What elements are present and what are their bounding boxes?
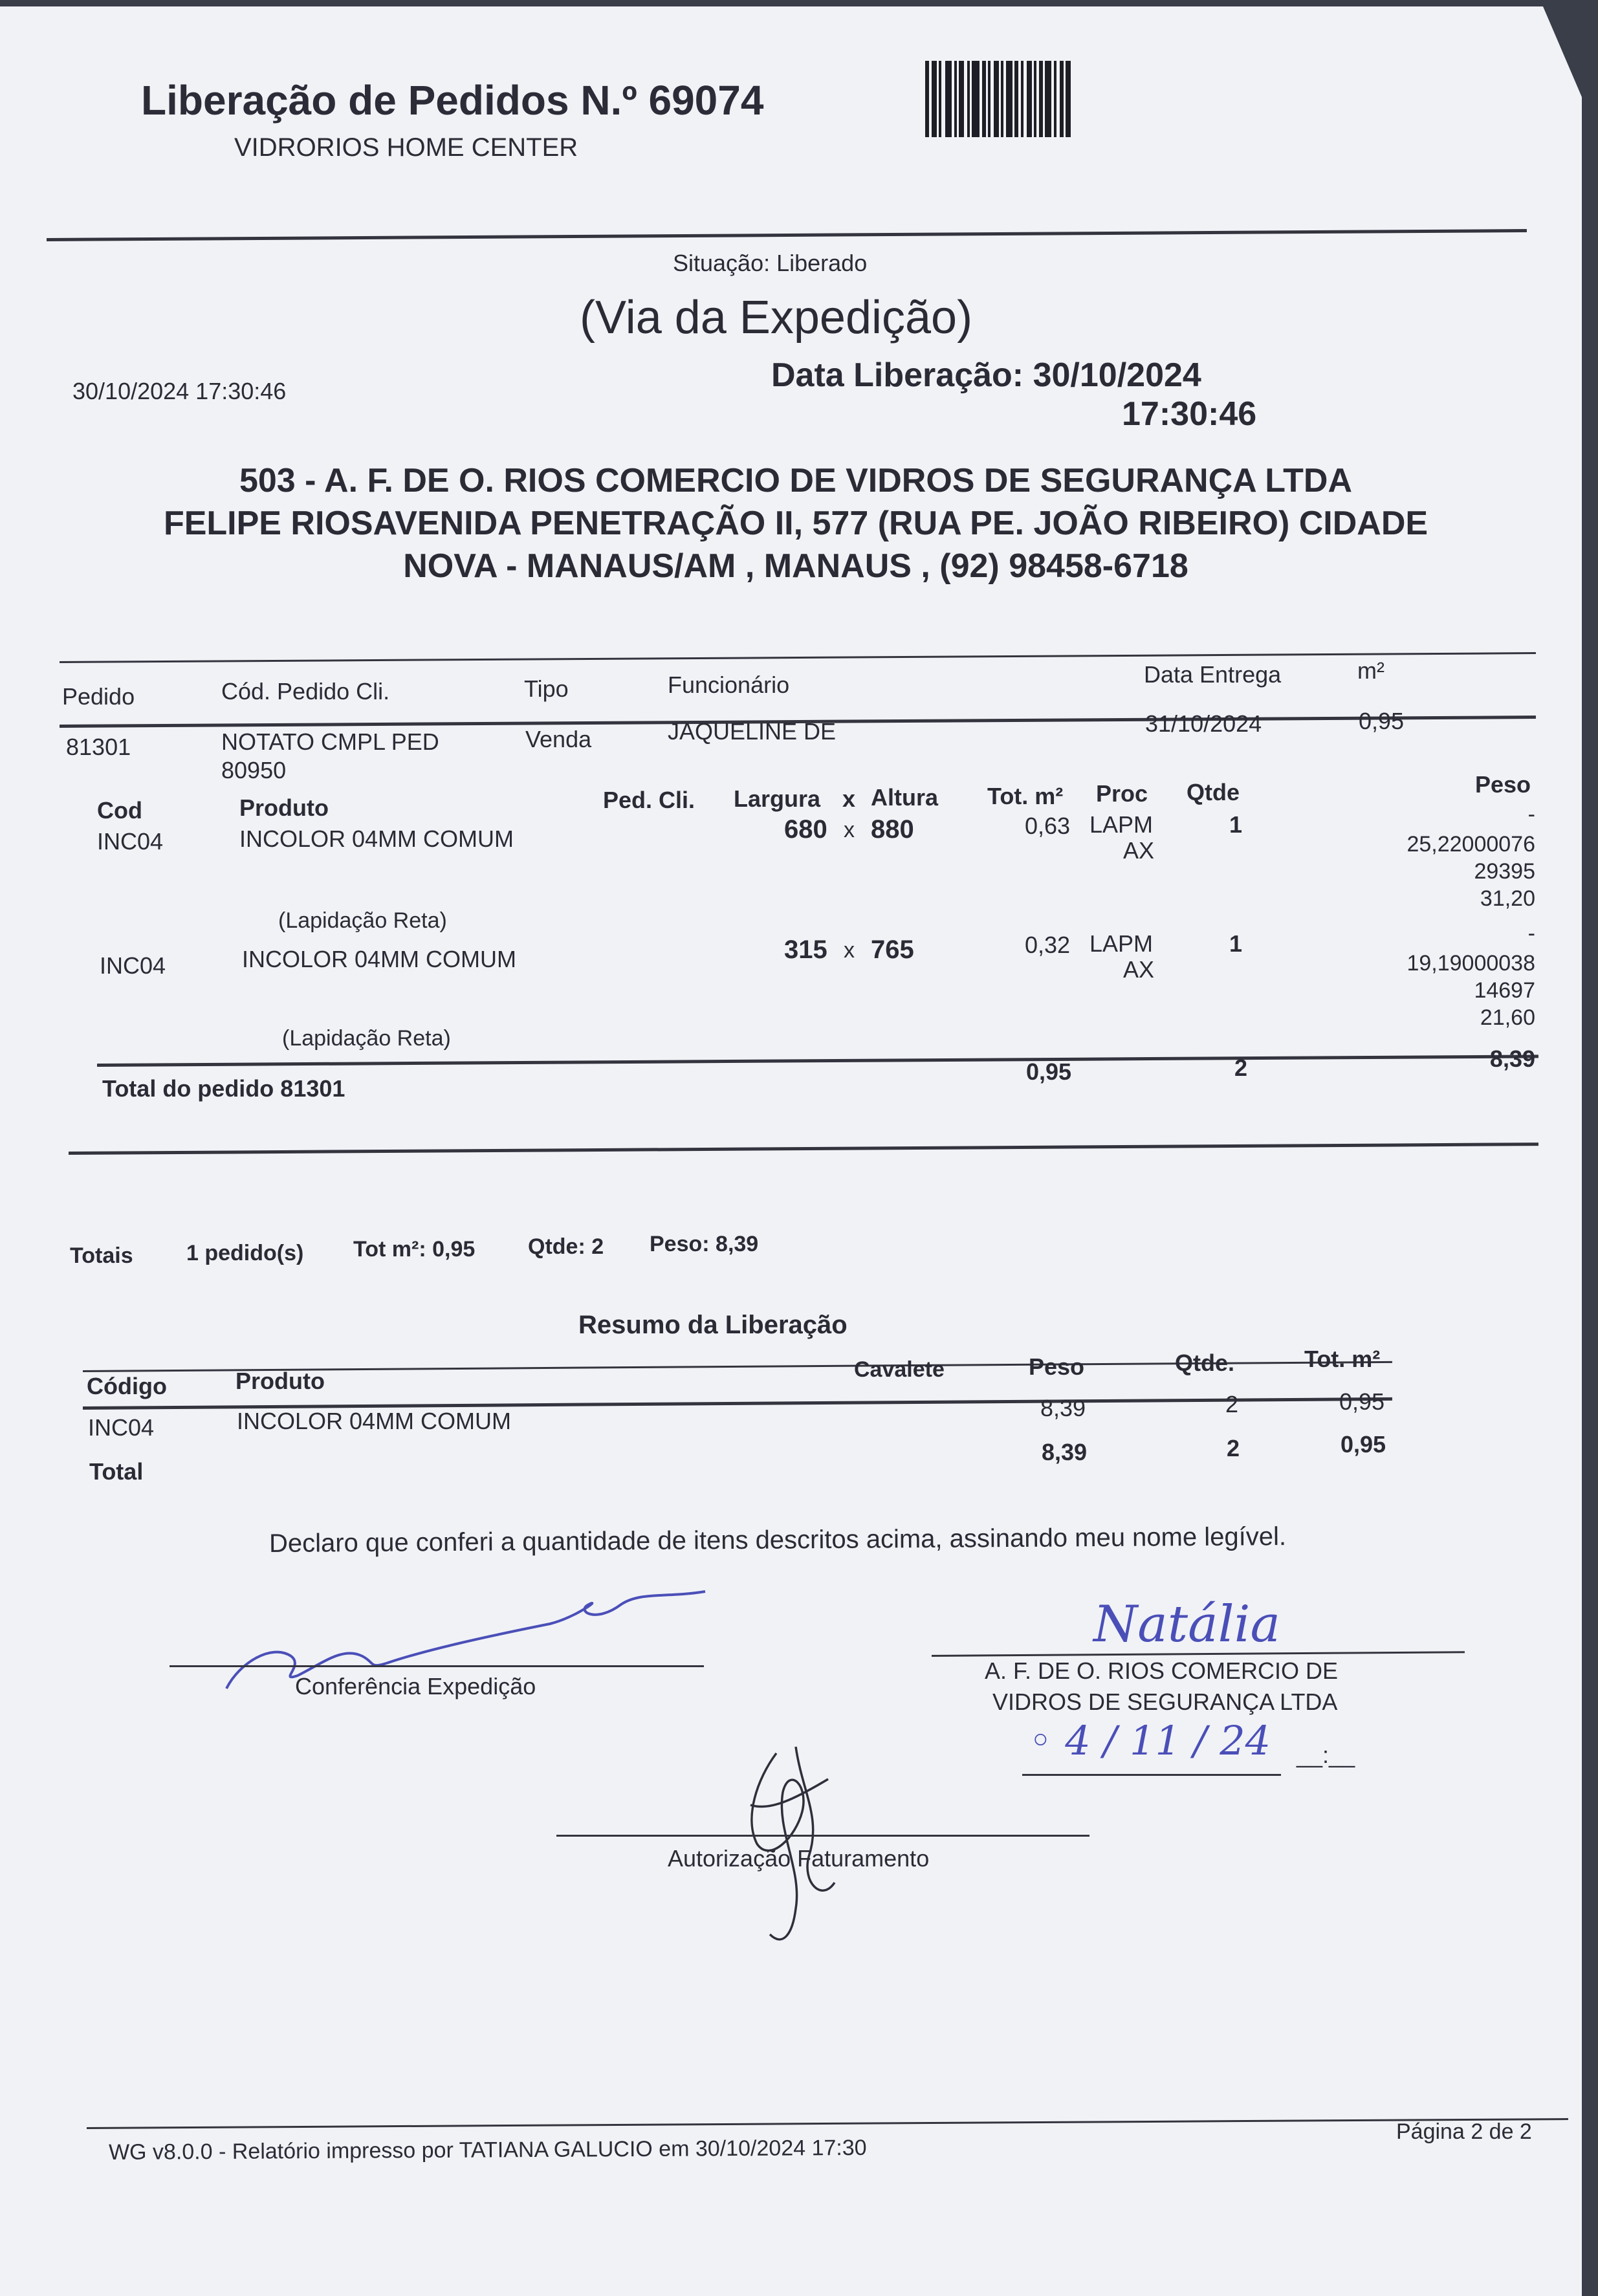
totals-pedidos: 1 pedido(s) [186, 1241, 304, 1265]
order-m2: 0,95 [1359, 708, 1405, 734]
release-time: 17:30:46 [1122, 395, 1257, 433]
item-cod: INC04 [100, 952, 166, 979]
barcode [925, 61, 1185, 137]
order-total-qtde: 2 [1234, 1055, 1248, 1081]
item-tot-m2: 0,63 [1025, 813, 1071, 839]
item-largura: 680 [784, 815, 827, 844]
col-tipo: Tipo [524, 675, 569, 702]
autorizacao-signature-line [556, 1835, 1089, 1837]
item-qtde: 1 [1229, 811, 1243, 838]
summary-row-codigo: INC04 [88, 1414, 155, 1441]
summary-col-produto: Produto [235, 1368, 325, 1394]
item-altura: 880 [871, 815, 914, 844]
col-pedido: Pedido [62, 683, 135, 710]
page-corner-fold [1543, 6, 1582, 97]
order-cod-pedido-cli-2: 80950 [221, 757, 287, 783]
summary-row-peso: 8,39 [1040, 1395, 1086, 1421]
items-col-produto: Produto [239, 794, 329, 821]
item-x: x [844, 938, 855, 963]
footer-page-number: Página 2 de 2 [1396, 2119, 1532, 2144]
item-note: (Lapidação Reta) [278, 908, 447, 933]
item-proc-2: AX [1123, 837, 1155, 864]
report-page [0, 6, 1582, 2296]
item-note: (Lapidação Reta) [282, 1026, 451, 1051]
declaration-text: Declaro que conferi a quantidade de itens descritos acima, assinando meu nome legível. [268, 1522, 1287, 1558]
items-col-cod: Cod [97, 797, 142, 824]
summary-col-peso: Peso [1029, 1353, 1085, 1380]
summary-col-tot-m2: Tot. m² [1304, 1346, 1381, 1372]
conferencia-signature-line [170, 1665, 704, 1667]
summary-col-qtde: Qtde. [1175, 1350, 1235, 1376]
item-produto: INCOLOR 04MM COMUM [242, 946, 517, 972]
order-table-top-rule [60, 652, 1536, 663]
client-line-2: FELIPE RIOSAVENIDA PENETRAÇÃO II, 577 (RUA PE. JOÃO RIBEIRO) CIDADE [163, 505, 1428, 542]
item-peso-2: 25,22000076 [1406, 832, 1535, 857]
via-label: (Via da Expedição) [580, 292, 973, 344]
items-col-x: x [842, 785, 856, 812]
items-col-peso: Peso [1475, 771, 1531, 798]
date-underline [1022, 1774, 1281, 1776]
item-proc-2: AX [1123, 956, 1155, 983]
item-produto: INCOLOR 04MM COMUM [239, 825, 514, 852]
report-title: Liberação de Pedidos N.º 69074 [141, 77, 764, 124]
company-name: VIDRORIOS HOME CENTER [234, 133, 578, 162]
item-proc-1: LAPM [1089, 811, 1154, 838]
order-funcionario: JAQUELINE DE [668, 718, 837, 745]
order-cod-pedido-cli-1: NOTATO CMPL PED [221, 728, 439, 755]
items-col-proc: Proc [1096, 780, 1148, 807]
summary-total-label: Total [89, 1458, 144, 1485]
items-col-tot-m2: Tot. m² [987, 783, 1064, 809]
release-date: Data Liberação: 30/10/2024 [771, 356, 1201, 394]
handwritten-date-value: 4 / 11 / 24 [1065, 1717, 1271, 1764]
order-section-bottom-rule [69, 1143, 1538, 1155]
order-total-peso: 8,39 [1489, 1045, 1535, 1072]
summary-total-qtde: 2 [1227, 1435, 1240, 1461]
summary-row-produto: INCOLOR 04MM COMUM [237, 1408, 512, 1434]
order-pedido: 81301 [66, 734, 131, 760]
item-altura: 765 [871, 935, 914, 964]
order-tipo: Venda [525, 726, 592, 752]
summary-row-tot-m2: 0,95 [1339, 1388, 1385, 1415]
items-col-altura: Altura [871, 784, 939, 811]
item-peso-1: - [1527, 921, 1535, 946]
time-field: __:__ [1297, 1742, 1355, 1768]
footer-rule [87, 2118, 1568, 2129]
items-col-ped-cli: Ped. Cli. [603, 787, 695, 813]
totals-tot-m2: Tot m²: 0,95 [353, 1237, 476, 1262]
item-tot-m2: 0,32 [1025, 932, 1071, 958]
summary-col-cavalete: Cavalete [854, 1357, 945, 1382]
item-largura: 315 [784, 935, 827, 964]
col-data-entrega: Data Entrega [1144, 661, 1282, 688]
summary-row-qtde: 2 [1225, 1391, 1239, 1417]
summary-total-peso: 8,39 [1042, 1439, 1088, 1465]
signature-company-2: VIDROS DE SEGURANÇA LTDA [992, 1689, 1338, 1715]
conferencia-label: Conferência Expedição [295, 1673, 536, 1700]
totals-peso: Peso: 8,39 [650, 1232, 759, 1256]
footer-printed-by: WG v8.0.0 - Relatório impresso por TATIANA GALUCIO em 30/10/2024 17:30 [108, 2135, 867, 2165]
item-cod: INC04 [97, 828, 164, 855]
autorizacao-label: Autorização Faturamento [668, 1845, 930, 1872]
item-peso-1: - [1527, 802, 1535, 827]
item-peso-3: 29395 [1474, 859, 1535, 884]
summary-col-codigo: Código [87, 1373, 167, 1399]
signature-company-1: A. F. DE O. RIOS COMERCIO DE [985, 1657, 1339, 1684]
header-divider [47, 229, 1527, 241]
client-line-1: 503 - A. F. DE O. RIOS COMERCIO DE VIDROS DE SEGURANÇA LTDA [239, 462, 1353, 499]
col-cod-pedido-cli: Cód. Pedido Cli. [221, 678, 390, 705]
handwritten-name: Natália [1093, 1595, 1280, 1654]
order-total-label: Total do pedido 81301 [102, 1075, 345, 1102]
item-peso-3: 14697 [1474, 978, 1535, 1003]
order-total-rule [97, 1055, 1538, 1067]
item-peso-4: 21,60 [1480, 1005, 1535, 1030]
handwritten-date [1029, 1717, 1271, 1764]
item-x: x [844, 818, 855, 842]
situation-status: Situação: Liberado [673, 250, 868, 276]
col-m2: m² [1357, 657, 1385, 684]
order-data-entrega: 31/10/2024 [1145, 710, 1262, 737]
handwritten-date-dot: ◦ [1029, 1717, 1066, 1764]
summary-total-tot-m2: 0,95 [1341, 1431, 1386, 1458]
items-col-largura: Largura [734, 785, 821, 812]
item-qtde: 1 [1229, 930, 1243, 957]
summary-title: Resumo da Liberação [578, 1311, 848, 1339]
item-peso-4: 31,20 [1480, 886, 1535, 911]
order-total-tot-m2: 0,95 [1026, 1058, 1072, 1085]
totals-label: Totais [70, 1243, 133, 1268]
item-proc-1: LAPM [1089, 930, 1154, 957]
client-line-3: NOVA - MANAUS/AM , MANAUS , (92) 98458-6718 [403, 547, 1188, 585]
col-funcionario: Funcionário [668, 672, 790, 698]
printed-datetime: 30/10/2024 17:30:46 [72, 378, 287, 404]
item-peso-2: 19,19000038 [1406, 951, 1535, 976]
totals-qtde: Qtde: 2 [528, 1234, 604, 1259]
items-col-qtde: Qtde [1187, 779, 1240, 805]
